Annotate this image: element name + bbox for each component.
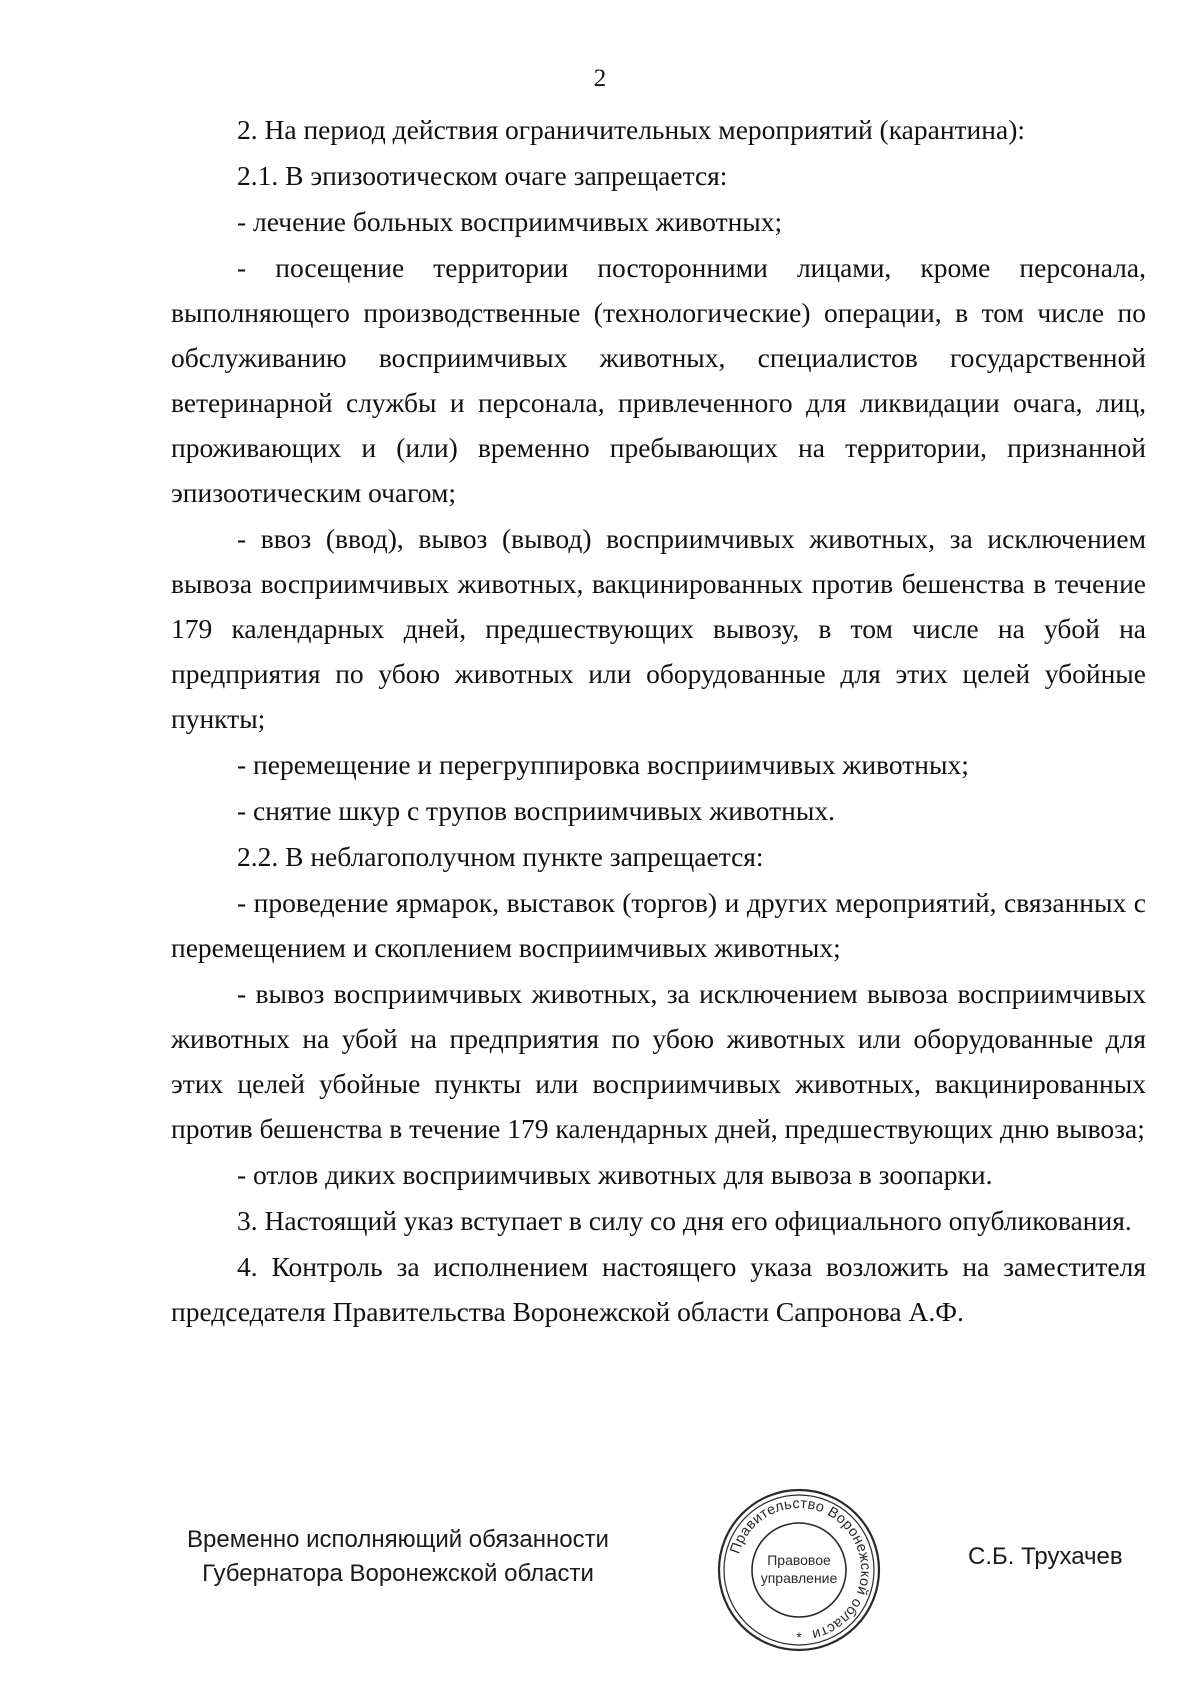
- list-item: - вывоз восприимчивых животных, за исключением вывоза восприимчивых животных на убой на предприятия по убою животных или оборудованные для этих целей убойные пункты или восприимчивых животных, вакцинированных против бешенства в течение 179 календарных дней, предшествующих дню вывоза;: [171, 978, 1146, 1144]
- document-body: [171, 107, 1146, 1335]
- paragraph-item-2-1: 2.1. В эпизоотическом очаге запрещается:: [237, 160, 728, 191]
- list-item: - лечение больных восприимчивых животных;: [237, 206, 783, 237]
- stamp-center-line-2: управление: [760, 1570, 838, 1586]
- paragraph-item-2-2: 2.2. В неблагополучном пункте запрещается:: [237, 841, 764, 872]
- paragraph-item-4: 4. Контроль за исполнением настоящего указа возложить на заместителя председателя Правительства Воронежской области Сапронова А.Ф.: [171, 1251, 1146, 1327]
- signatory-title-line-1: Временно исполняющий обязанности: [187, 1526, 609, 1553]
- list-item: - посещение территории посторонними лицами, кроме персонала, выполняющего производственные (технологические) операции, в том числе по обслуживанию восприимчивых животных, специалистов государственной ветеринарной службы и персонала, привлеченного для ликвидации очага, лиц, проживающих и (или) временно пребывающих на территории, признанной эпизоотическим очагом;: [171, 252, 1146, 508]
- list-item: - перемещение и перегруппировка восприимчивых животных;: [237, 749, 969, 780]
- stamp-outer-text: Правительство Воронежской области: [727, 1495, 874, 1643]
- list-item: - отлов диких восприимчивых животных для вывоза в зоопарки.: [237, 1159, 993, 1190]
- page-number: 2: [593, 65, 607, 92]
- stamp-center-line-1: Правовое: [767, 1552, 831, 1568]
- paragraph-item-3: 3. Настоящий указ вступает в силу со дня его официального опубликования.: [237, 1205, 1132, 1236]
- list-item: - снятие шкур с трупов восприимчивых животных.: [237, 795, 835, 826]
- official-stamp: [714, 1485, 884, 1655]
- list-item: - проведение ярмарок, выставок (торгов) и других мероприятий, связанных с перемещением и скоплением восприимчивых животных;: [171, 887, 1146, 963]
- paragraph-item-2: 2. На период действия ограничительных мероприятий (карантина):: [237, 114, 1025, 145]
- stamp-star: *: [796, 1629, 802, 1645]
- list-item: - ввоз (ввод), вывоз (вывод) восприимчивых животных, за исключением вывоза восприимчивых животных, вакцинированных против бешенства в течение 179 календарных дней, предшествующих вывозу, в том числе на убой на предприятия по убою животных или оборудованные для этих целей убойные пункты;: [171, 523, 1146, 734]
- signatory-title-line-2: Губернатора Воронежской области: [202, 1560, 594, 1587]
- signatory-name: С.Б. Трухачев: [968, 1543, 1123, 1570]
- signatory-title: [163, 1523, 633, 1591]
